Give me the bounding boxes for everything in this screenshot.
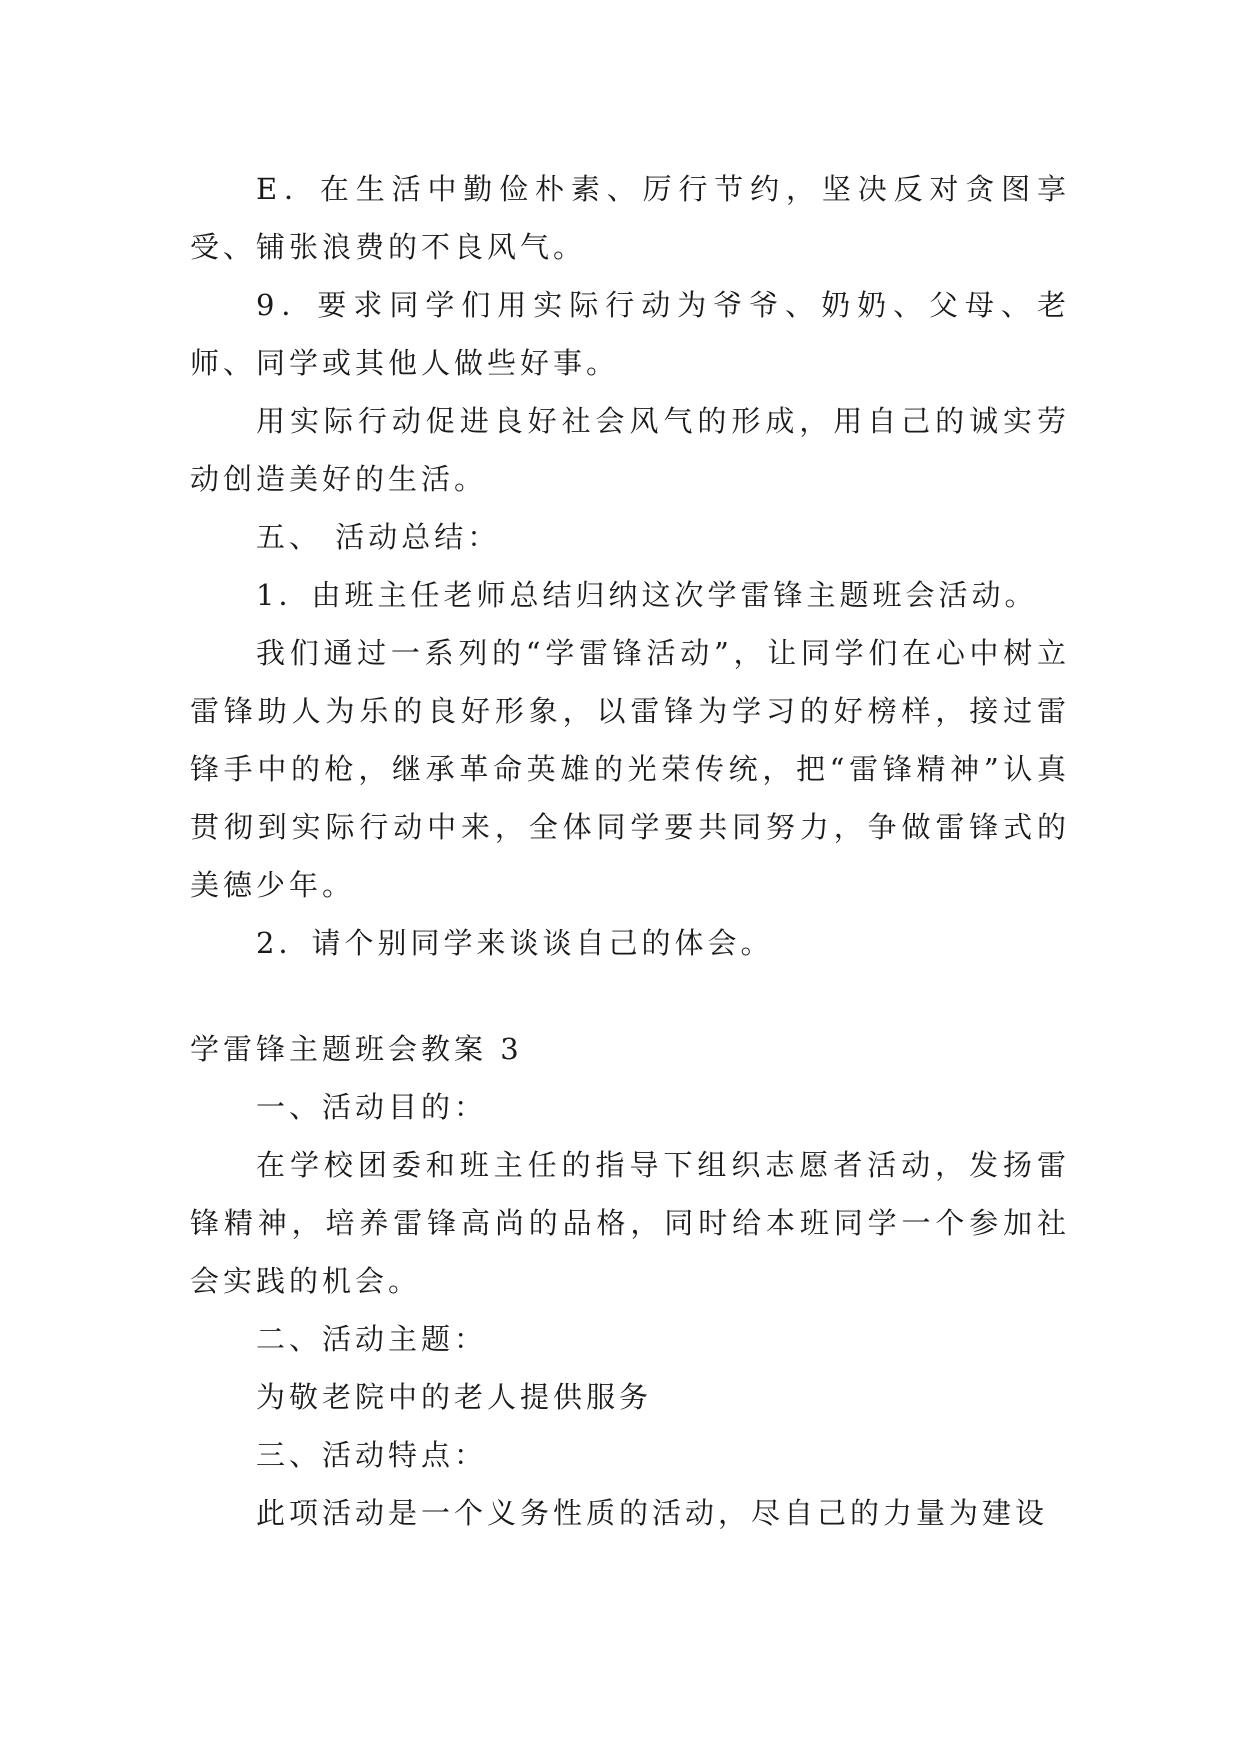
theme-paragraph: 为敬老院中的老人提供服务: [256, 1380, 653, 1414]
item-2-paragraph: 2．请个别同学来谈谈自己的体会。: [256, 926, 774, 960]
purpose-paragraph: 在学校团委和班主任的指导下组织志愿者活动，发扬雷锋精神，培养雷锋高尚的品格，同时给本班同学一个参加社会实践的机会。: [190, 1148, 1070, 1298]
summary-heading: 五、 活动总结：: [256, 520, 501, 554]
item-1-paragraph: 1．由班主任老师总结归纳这次学雷锋主题班会活动。: [256, 578, 1038, 612]
document-page: [190, 160, 1070, 1542]
purpose-heading: 一、活动目的：: [256, 1090, 488, 1124]
features-paragraph: 此项活动是一个义务性质的活动，尽自己的力量为建设: [256, 1496, 1049, 1530]
item-e-paragraph: E．在生活中勤俭朴素、厉行节约，坚决反对贪图享受、铺张浪费的不良风气。: [190, 172, 1070, 264]
features-heading: 三、活动特点：: [256, 1438, 488, 1472]
action-paragraph: 用实际行动促进良好社会风气的形成，用自己的诚实劳动创造美好的生活。: [190, 404, 1070, 496]
theme-heading: 二、活动主题：: [256, 1322, 488, 1356]
section-title: 学雷锋主题班会教案 3: [190, 1032, 523, 1066]
item-9-paragraph: 9．要求同学们用实际行动为爷爷、奶奶、父母、老师、同学或其他人做些好事。: [190, 288, 1070, 380]
summary-paragraph: 我们通过一系列的“学雷锋活动”，让同学们在心中树立雷锋助人为乐的良好形象，以雷锋为学习的好榜样，接过雷锋手中的枪，继承革命英雄的光荣传统，把“雷锋精神”认真贯彻到实际行动中来，全体同学要共同努力，争做雷锋式的美德少年。: [190, 636, 1070, 902]
